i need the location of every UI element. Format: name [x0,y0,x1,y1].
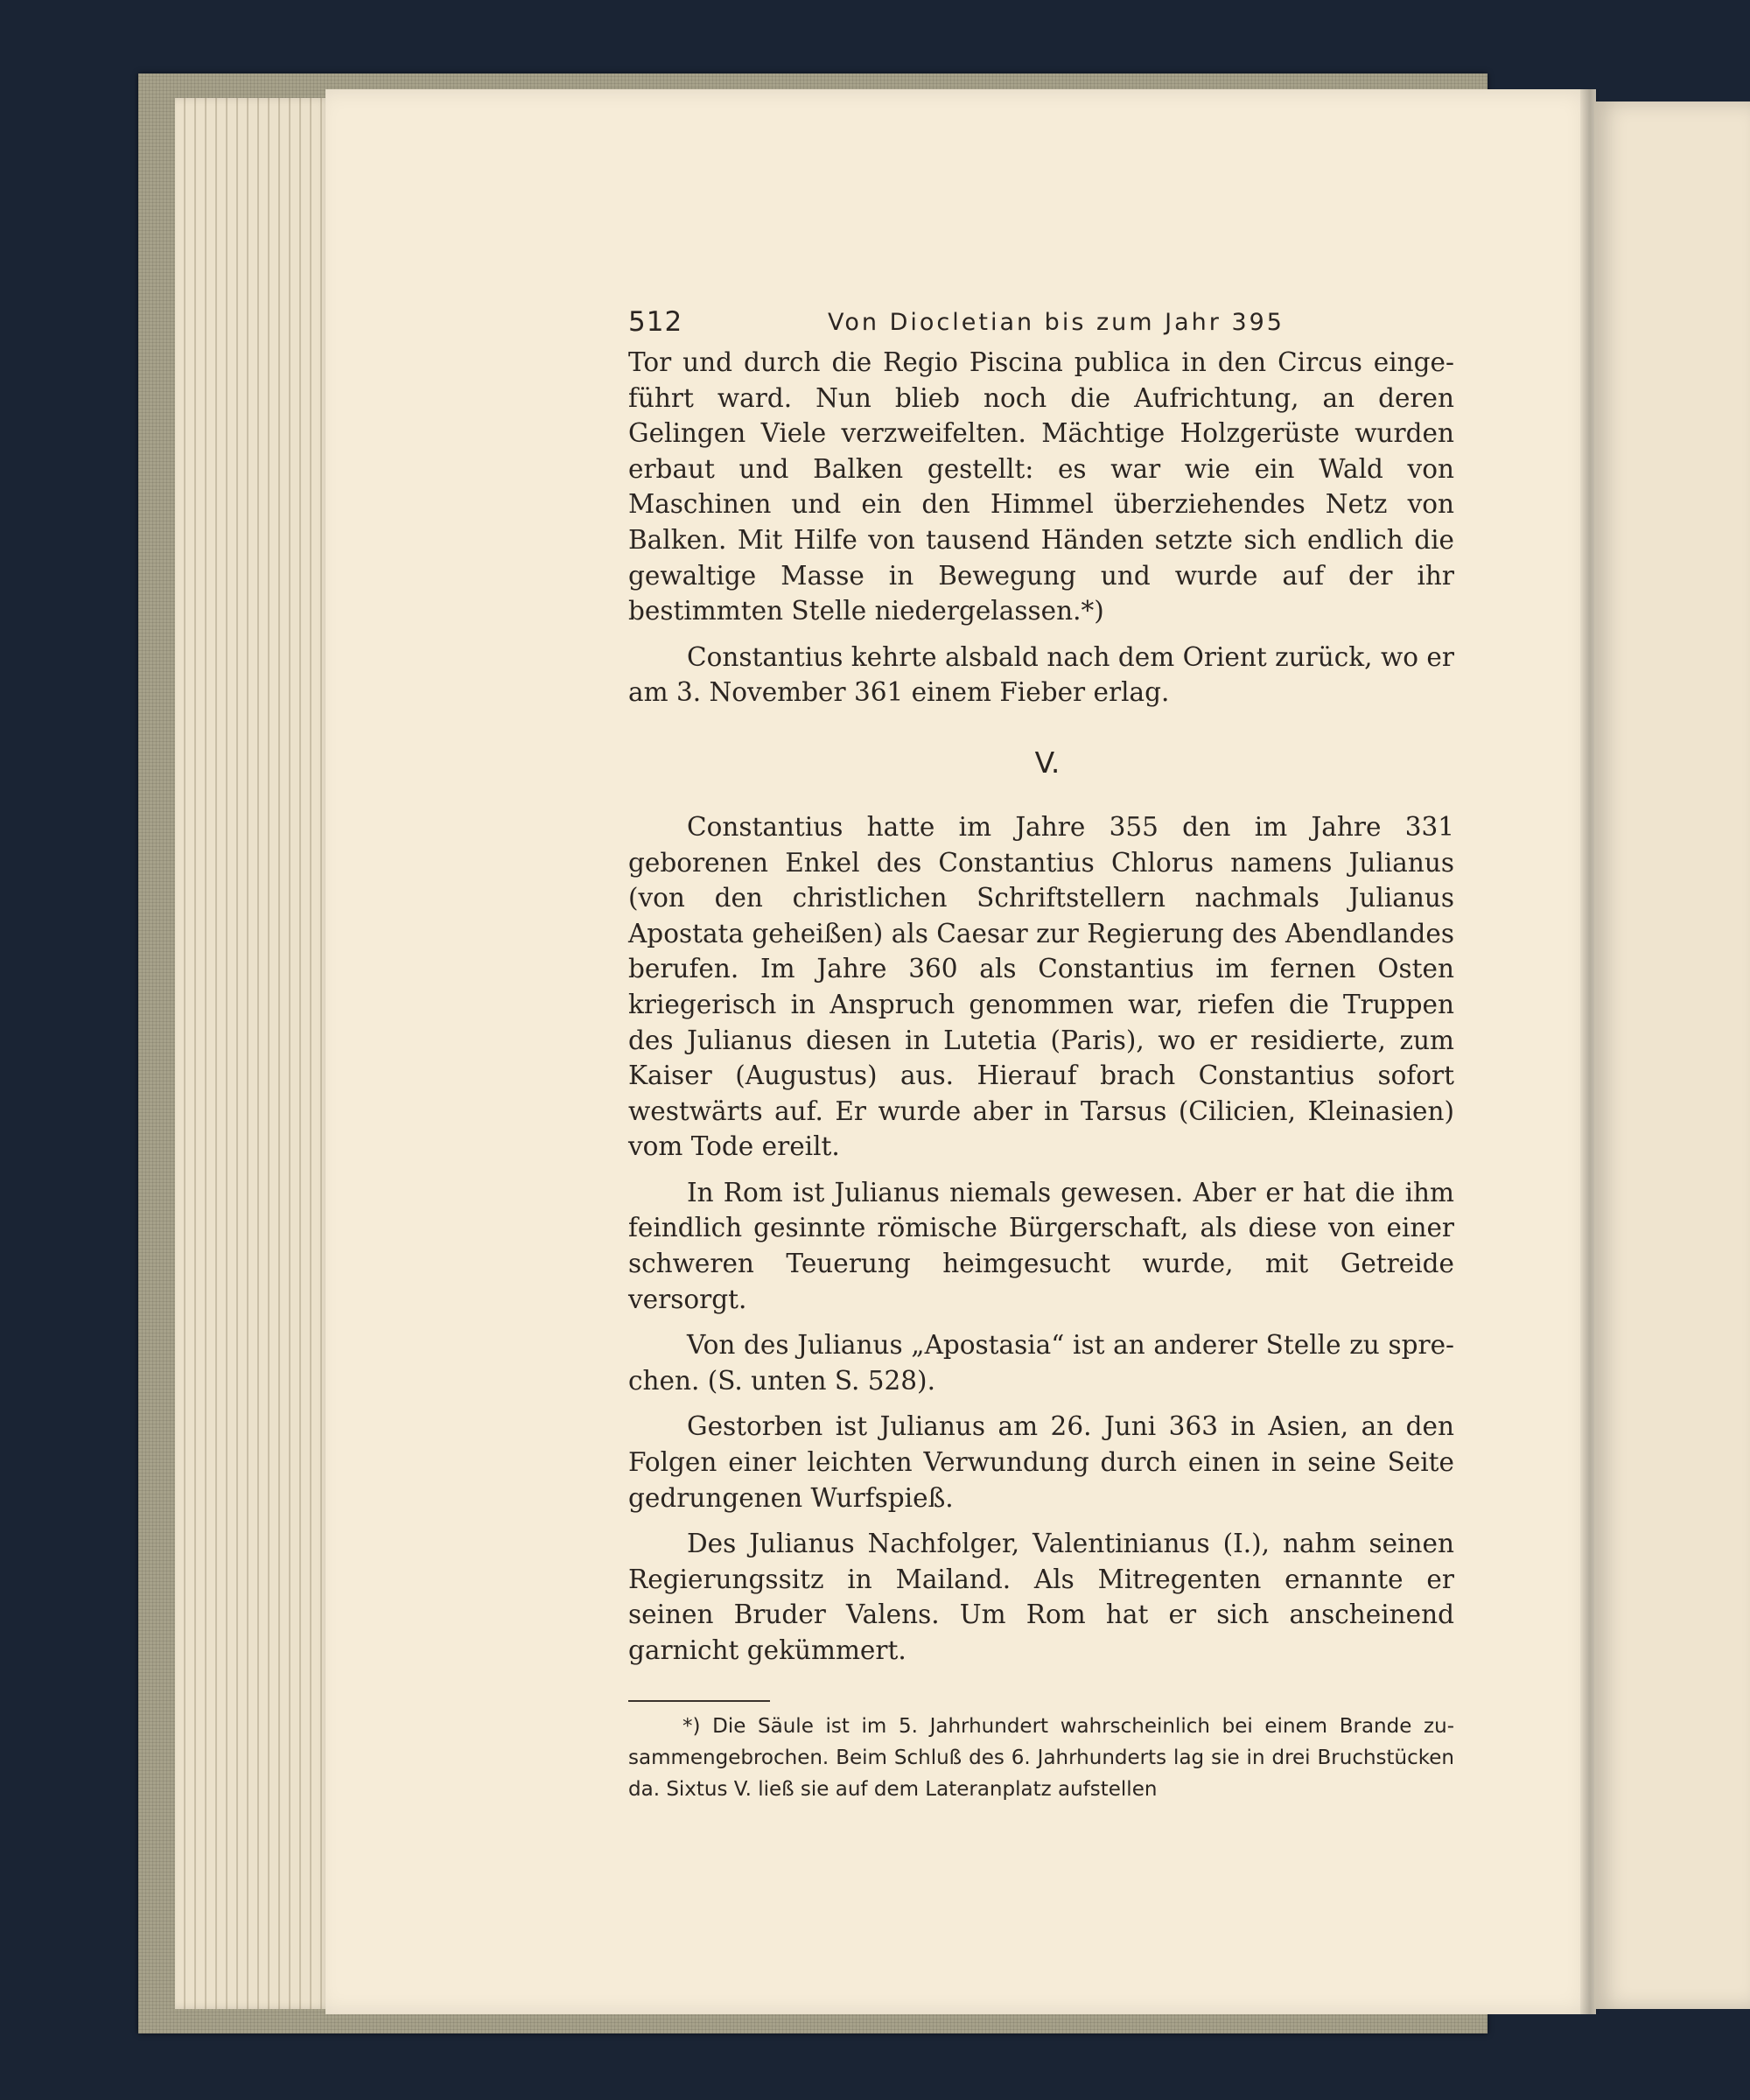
paragraph: In Rom ist Julianus niemals gewesen. Aber er hat die ihm feindlich gesinnte römische Bürgerschaft, als diese von einer schweren Teuerung heimgesucht wurde, mit Getreide versorgt. [628,1177,1454,1314]
running-head [628,306,1454,345]
paragraph: Constantius hatte im Jahre 355 den im Jahre 331 geborenen Enkel des Constantius Chlorus namens Julianus (von den christlichen Schriftstellern nachmals Julianus Apostata geheißen) als Caesar zur Regierung des Abendlandes berufen. Im Jahre 360 als Constantius im fernen Osten kriegerisch in Anspruch genommen war, riefen die Truppen des Julianus diesen in Lutetia (Paris), wo er residierte, zum Kaiser (Augustus) aus. Hierauf brach Constantius sofort westwärts auf. Er wurde aber in Tarsus (Cilicien, Kleinasien) vom Tode ereilt. [628,811,1454,1162]
running-head-title: Von Diocletian bis zum Jahr 395 [828,309,1284,336]
paragraph: Tor und durch die Regio Piscina publica in den Circus eingeführt ward. Nun blieb noch die Aufrichtung, an deren Gelingen Viele verzweifelten. Mächtige Holzgerüste wurden erbaut und Balken gestellt: es war wie ein Wald von Maschinen und ein den Himmel überziehendes Netz von Balken. Mit Hilfe von tausend Händen setzte sich endlich die gewaltige Masse in Bewegung und wurde auf der ihr bestimmten Stelle niedergelassen.*) [628,347,1454,626]
footnote-rule [628,1700,770,1702]
footnote: *) Die Säule ist im 5. Jahrhundert wahrscheinlich bei einem Brande zusammengebrochen. Beim Schluß des 6. Jahrhunderts lag sie in drei Bruchstücken da. Sixtus V. ließ sie auf dem Lateranplatz aufstellen [628,1714,1454,1801]
paragraph: Des Julianus Nachfolger, Valentinianus (I.), nahm seinen Regierungssitz in Mailand. Als Mitregenten ernannte er seinen Bruder Valens. Um Rom hat er sich anscheinend garnicht gekümmert. [628,1529,1454,1665]
page-edges [175,98,331,2009]
paragraph: Von des Julianus „Apostasia“ ist an anderer Stelle zu sprechen. (S. unten S. 528). [628,1330,1454,1396]
page-number: 512 [628,306,683,338]
page-content [628,306,1454,1805]
section-heading: V. [1034,745,1060,780]
next-page-edge [1594,102,1750,2009]
paragraph: Constantius kehrte alsbald nach dem Orient zurück, wo er am 3. November 361 einem Fieber erlag. [628,641,1454,708]
paragraph: Gestorben ist Julianus am 26. Juni 363 in Asien, an den Folgen einer leichten Verwundung durch einen in seine Seite gedrungenen Wurfspieß. [628,1411,1454,1513]
